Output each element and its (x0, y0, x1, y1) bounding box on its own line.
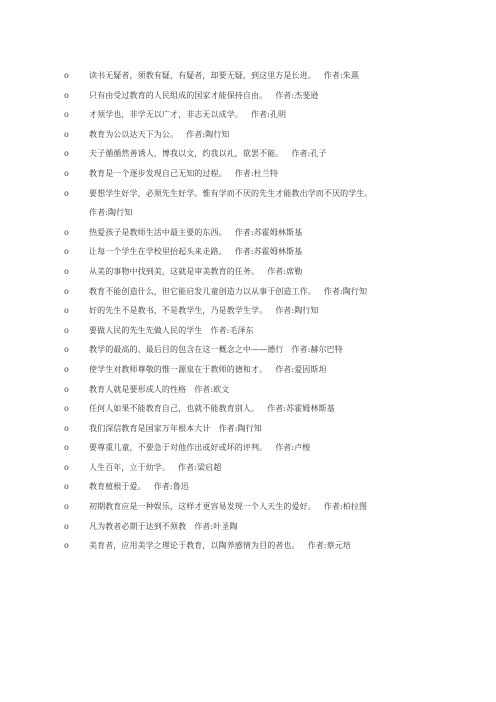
list-item (64, 517, 484, 537)
quote-text: 让每一个学生在学校里抬起头来走路。 (89, 247, 227, 257)
quote-text: 教育人就是要形成人的性格 (89, 384, 187, 394)
list-item (64, 360, 484, 380)
bullet-icon (64, 419, 76, 439)
bullet-icon (64, 242, 76, 262)
list-item (64, 144, 484, 164)
quote-author: 作者:孔子 (291, 149, 327, 159)
quote-text: 热爱孩子是教师生活中最主要的东西。 (89, 227, 227, 237)
quote-text: 要想学生好学，必须先生好学。惟有学而不厌的先生才能教出学而不厌的学生。 (89, 188, 373, 198)
bullet-icon (64, 184, 76, 204)
bullet-icon (64, 262, 76, 282)
list-item (64, 438, 484, 458)
list-item (64, 380, 484, 400)
quote-author: 作者:陶行知 (323, 286, 368, 296)
bullet-icon (64, 282, 76, 302)
list-item (64, 184, 484, 223)
quote-author: 作者:欧文 (194, 384, 230, 394)
quote-list (64, 66, 484, 556)
bullet-icon (64, 301, 76, 321)
quote-author: 作者:鲁迅 (153, 482, 189, 492)
bullet-icon (64, 399, 76, 419)
quote-text: 要尊重儿童，不要急于对他作出或好或坏的评判。 (89, 443, 268, 453)
quote-text: 我们深信教育是国家万年根本大计 (89, 423, 211, 433)
list-item (64, 105, 484, 125)
quote-text: 夫子循循然善诱人，博我以文，约我以礼，欲罢不能。 (89, 149, 284, 159)
quote-text: 好的先生不是教书，不是教学生，乃是教学生学。 (89, 306, 268, 316)
list-item (64, 458, 484, 478)
quote-author: 作者:毛泽东 (210, 325, 254, 335)
bullet-icon (64, 66, 76, 86)
quote-author: 作者:杜兰特 (234, 168, 278, 178)
bullet-icon (64, 517, 76, 537)
quote-text: 教育不能创造什么，但它能启发儿童创造力以从事于创造工作。 (89, 286, 316, 296)
bullet-icon (64, 125, 76, 145)
quote-text: 教育是一个逐步发现自己无知的过程。 (89, 168, 227, 178)
list-item (64, 223, 484, 243)
list-item (64, 497, 484, 517)
list-item (64, 86, 484, 106)
quote-text: 只有由受过教育的人民组成的国家才能保持自由。 (89, 90, 268, 100)
list-item (64, 321, 484, 341)
list-item (64, 399, 484, 419)
quote-author: 作者:陶行知 (186, 129, 230, 139)
quote-author: 作者:赫尔巴特 (291, 345, 343, 355)
bullet-icon (64, 105, 76, 125)
bullet-icon (64, 536, 76, 556)
list-item (64, 242, 484, 262)
quote-text: 教学的最高的、最后目的包含在这一概念之中——德行 (89, 345, 284, 355)
quote-author: 作者:卢梭 (275, 443, 311, 453)
bullet-icon (64, 497, 76, 517)
quote-text: 人生百年，立于幼学。 (89, 462, 170, 472)
quote-text: 凡为教者必期于达到不须教 (89, 521, 187, 531)
quote-author: 作者:陶行知 (218, 423, 262, 433)
quote-author: 作者:苏霍姆林斯基 (267, 404, 335, 414)
quote-author: 作者:柏拉图 (323, 502, 368, 512)
quote-author: 作者:苏霍姆林斯基 (234, 247, 303, 257)
quote-author: 作者:爱因斯坦 (275, 364, 327, 374)
quote-text: 教育为公以达天下为公。 (89, 129, 179, 139)
quote-author: 作者:蔡元培 (307, 541, 351, 551)
list-item (64, 262, 484, 282)
quote-author: 作者:叶圣陶 (194, 521, 238, 531)
bullet-icon (64, 164, 76, 184)
bullet-icon (64, 438, 76, 458)
quote-author: 作者:苏霍姆林斯基 (234, 227, 303, 237)
quote-text: 任何人如果不能教育自己，也就不能教育别人。 (89, 404, 260, 414)
bullet-icon (64, 223, 76, 243)
quote-text: 要做人民的先生先做人民的学生 (89, 325, 203, 335)
list-item (64, 66, 484, 86)
quote-text: 教育植根于爱。 (89, 482, 146, 492)
quote-text: 美育者，应用美学之理论于教育，以陶养感情为目的者也。 (89, 541, 300, 551)
quote-text: 才须学也，非学无以广才，非志无以成学。 (89, 110, 243, 120)
bullet-icon (64, 360, 76, 380)
list-item (64, 340, 484, 360)
quote-author: 作者:朱熹 (323, 71, 359, 80)
list-item (64, 125, 484, 145)
quote-text: 读书无疑者，须教有疑，有疑者，却要无疑，到这里方是长进。 (89, 71, 316, 80)
quote-author: 作者:陶行知 (89, 208, 133, 218)
bullet-icon (64, 86, 76, 106)
list-item (64, 477, 484, 497)
list-item (64, 536, 484, 556)
list-item (64, 164, 484, 184)
bullet-icon (64, 477, 76, 497)
list-item (64, 282, 484, 302)
bullet-icon (64, 321, 76, 341)
quote-author: 作者:孔明 (250, 110, 287, 120)
list-item (64, 419, 484, 439)
quote-text: 从美的事物中找到美，这就是审美教育的任务。 (89, 266, 260, 276)
quote-author: 作者:陶行知 (275, 306, 319, 316)
quote-author: 作者:杰斐逊 (275, 90, 319, 100)
quote-author: 作者:席勒 (267, 266, 303, 276)
quote-text: 使学生对教师尊敬的惟一源泉在于教师的德和才。 (89, 364, 268, 374)
list-item (64, 301, 484, 321)
quote-author: 作者:梁启超 (178, 462, 222, 472)
bullet-icon (64, 380, 76, 400)
quote-text: 初期教育应是一种娱乐，这样才更容易发现一个人天生的爱好。 (89, 502, 316, 512)
bullet-icon (64, 458, 76, 478)
bullet-icon (64, 340, 76, 360)
bullet-icon (64, 144, 76, 164)
